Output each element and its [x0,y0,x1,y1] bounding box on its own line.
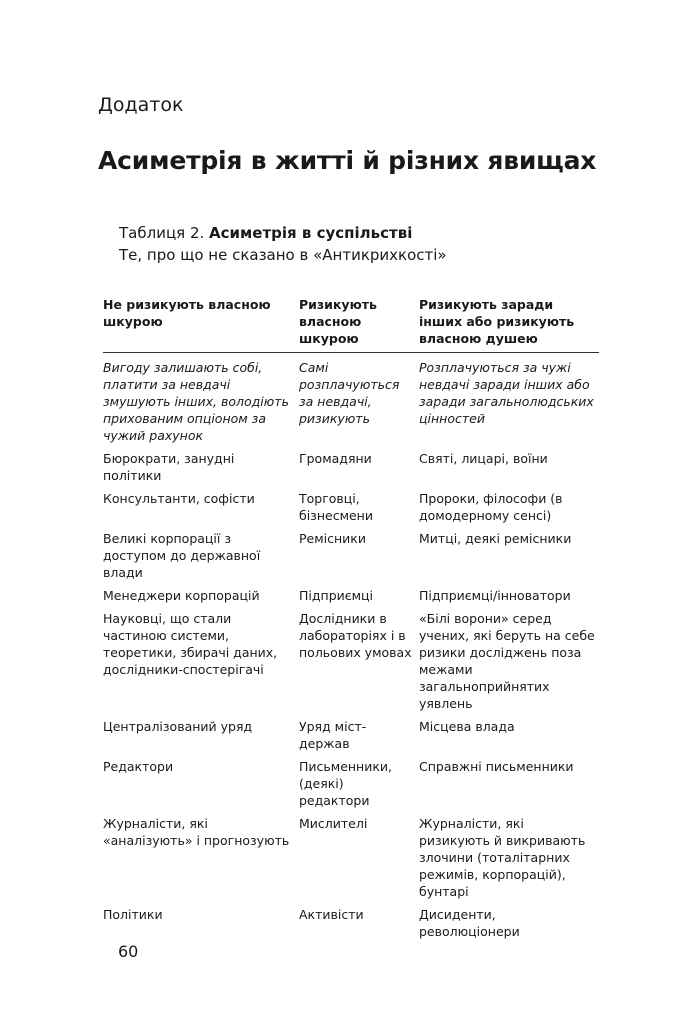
table-caption-prefix: Таблиця 2. [119,224,210,242]
table-cell: Дисиденти, революціонери [419,907,520,939]
page-number: 60 [118,942,139,961]
chapter-title: Асиметрія в житті й різних явищах [98,146,597,175]
table-cell: Мислителі [299,816,368,831]
table-cell: Письменники, (деякі) редактори [299,759,392,808]
table-cell: Політики [103,907,163,922]
table-cell: Вигоду залишають собі, платити за невдачі змушують інших, володіють прихованим опціоном за чужий рахунок [103,360,289,443]
column-header-risk-for-others: Ризикують заради інших або ризикують власною душею [419,296,599,353]
table-cell: Розплачуються за чужі невдачі заради інших або заради загальнолюдських цінностей [419,360,594,426]
table-cell: Журналісти, які «аналізують» і прогнозують [103,816,290,848]
table-cell: Дослідники в лабораторіях і в польових умовах [299,611,412,660]
table-row [103,610,599,718]
table-row [103,815,599,906]
table-cell: Підприємці [299,588,374,603]
table-row [103,450,599,490]
table-cell: Митці, деякі ремісники [419,531,572,546]
table-row [103,490,599,530]
table-cell: Великі корпорації з доступом до державної влади [103,531,261,580]
table-row [103,353,599,451]
table-cell: «Білі ворони» серед учених, які беруть на себе ризики досліджень поза межами загальноприйнятих уявлень [419,611,595,711]
table-row [103,530,599,587]
table-cell: Активісти [299,907,364,922]
table-cell: Справжні письменники [419,759,574,774]
table-caption-line [119,222,447,244]
table-cell: Ремісники [299,531,366,546]
table-cell: Менеджери корпорацій [103,588,260,603]
table-cell: Редактори [103,759,174,774]
table-cell: Торговці, бізнесмени [299,491,373,523]
table-cell: Централізований уряд [103,719,253,734]
section-label: Додаток [98,94,184,116]
table-cell: Святі, лицарі, воїни [419,451,548,466]
table-cell: Уряд міст-держав [299,719,367,751]
column-header-no-risk: Не ризикують власною шкурою [103,296,299,353]
table-caption [119,222,447,266]
table-row [103,758,599,815]
table-caption-title: Асиметрія в суспільстві [209,224,413,242]
table-row [103,587,599,610]
table-caption-subtitle: Те, про що не сказано в «Антикрихкості» [119,246,447,264]
table-cell: Журналісти, які ризикують й викривають злочини (тоталітарних режимів, корпорацій), бунтарі [419,816,586,899]
column-header-own-risk: Ризикують власною шкурою [299,296,419,353]
asymmetry-table [103,296,599,946]
table-cell: Консультанти, софісти [103,491,255,506]
table-header-row [103,296,599,353]
table-cell: Громадяни [299,451,372,466]
table-row [103,718,599,758]
table-row [103,906,599,946]
table-cell: Пророки, філософи (в домодерному сенсі) [419,491,563,523]
table-cell: Підприємці/інноватори [419,588,571,603]
table-cell: Бюрократи, занудні політики [103,451,235,483]
table-cell: Місцева влада [419,719,515,734]
table-cell: Науковці, що стали частиною системи, теоретики, збирачі даних, дослідники-спостерігачі [103,611,278,677]
table-cell: Самі розплачуються за невдачі, ризикують [299,360,400,426]
